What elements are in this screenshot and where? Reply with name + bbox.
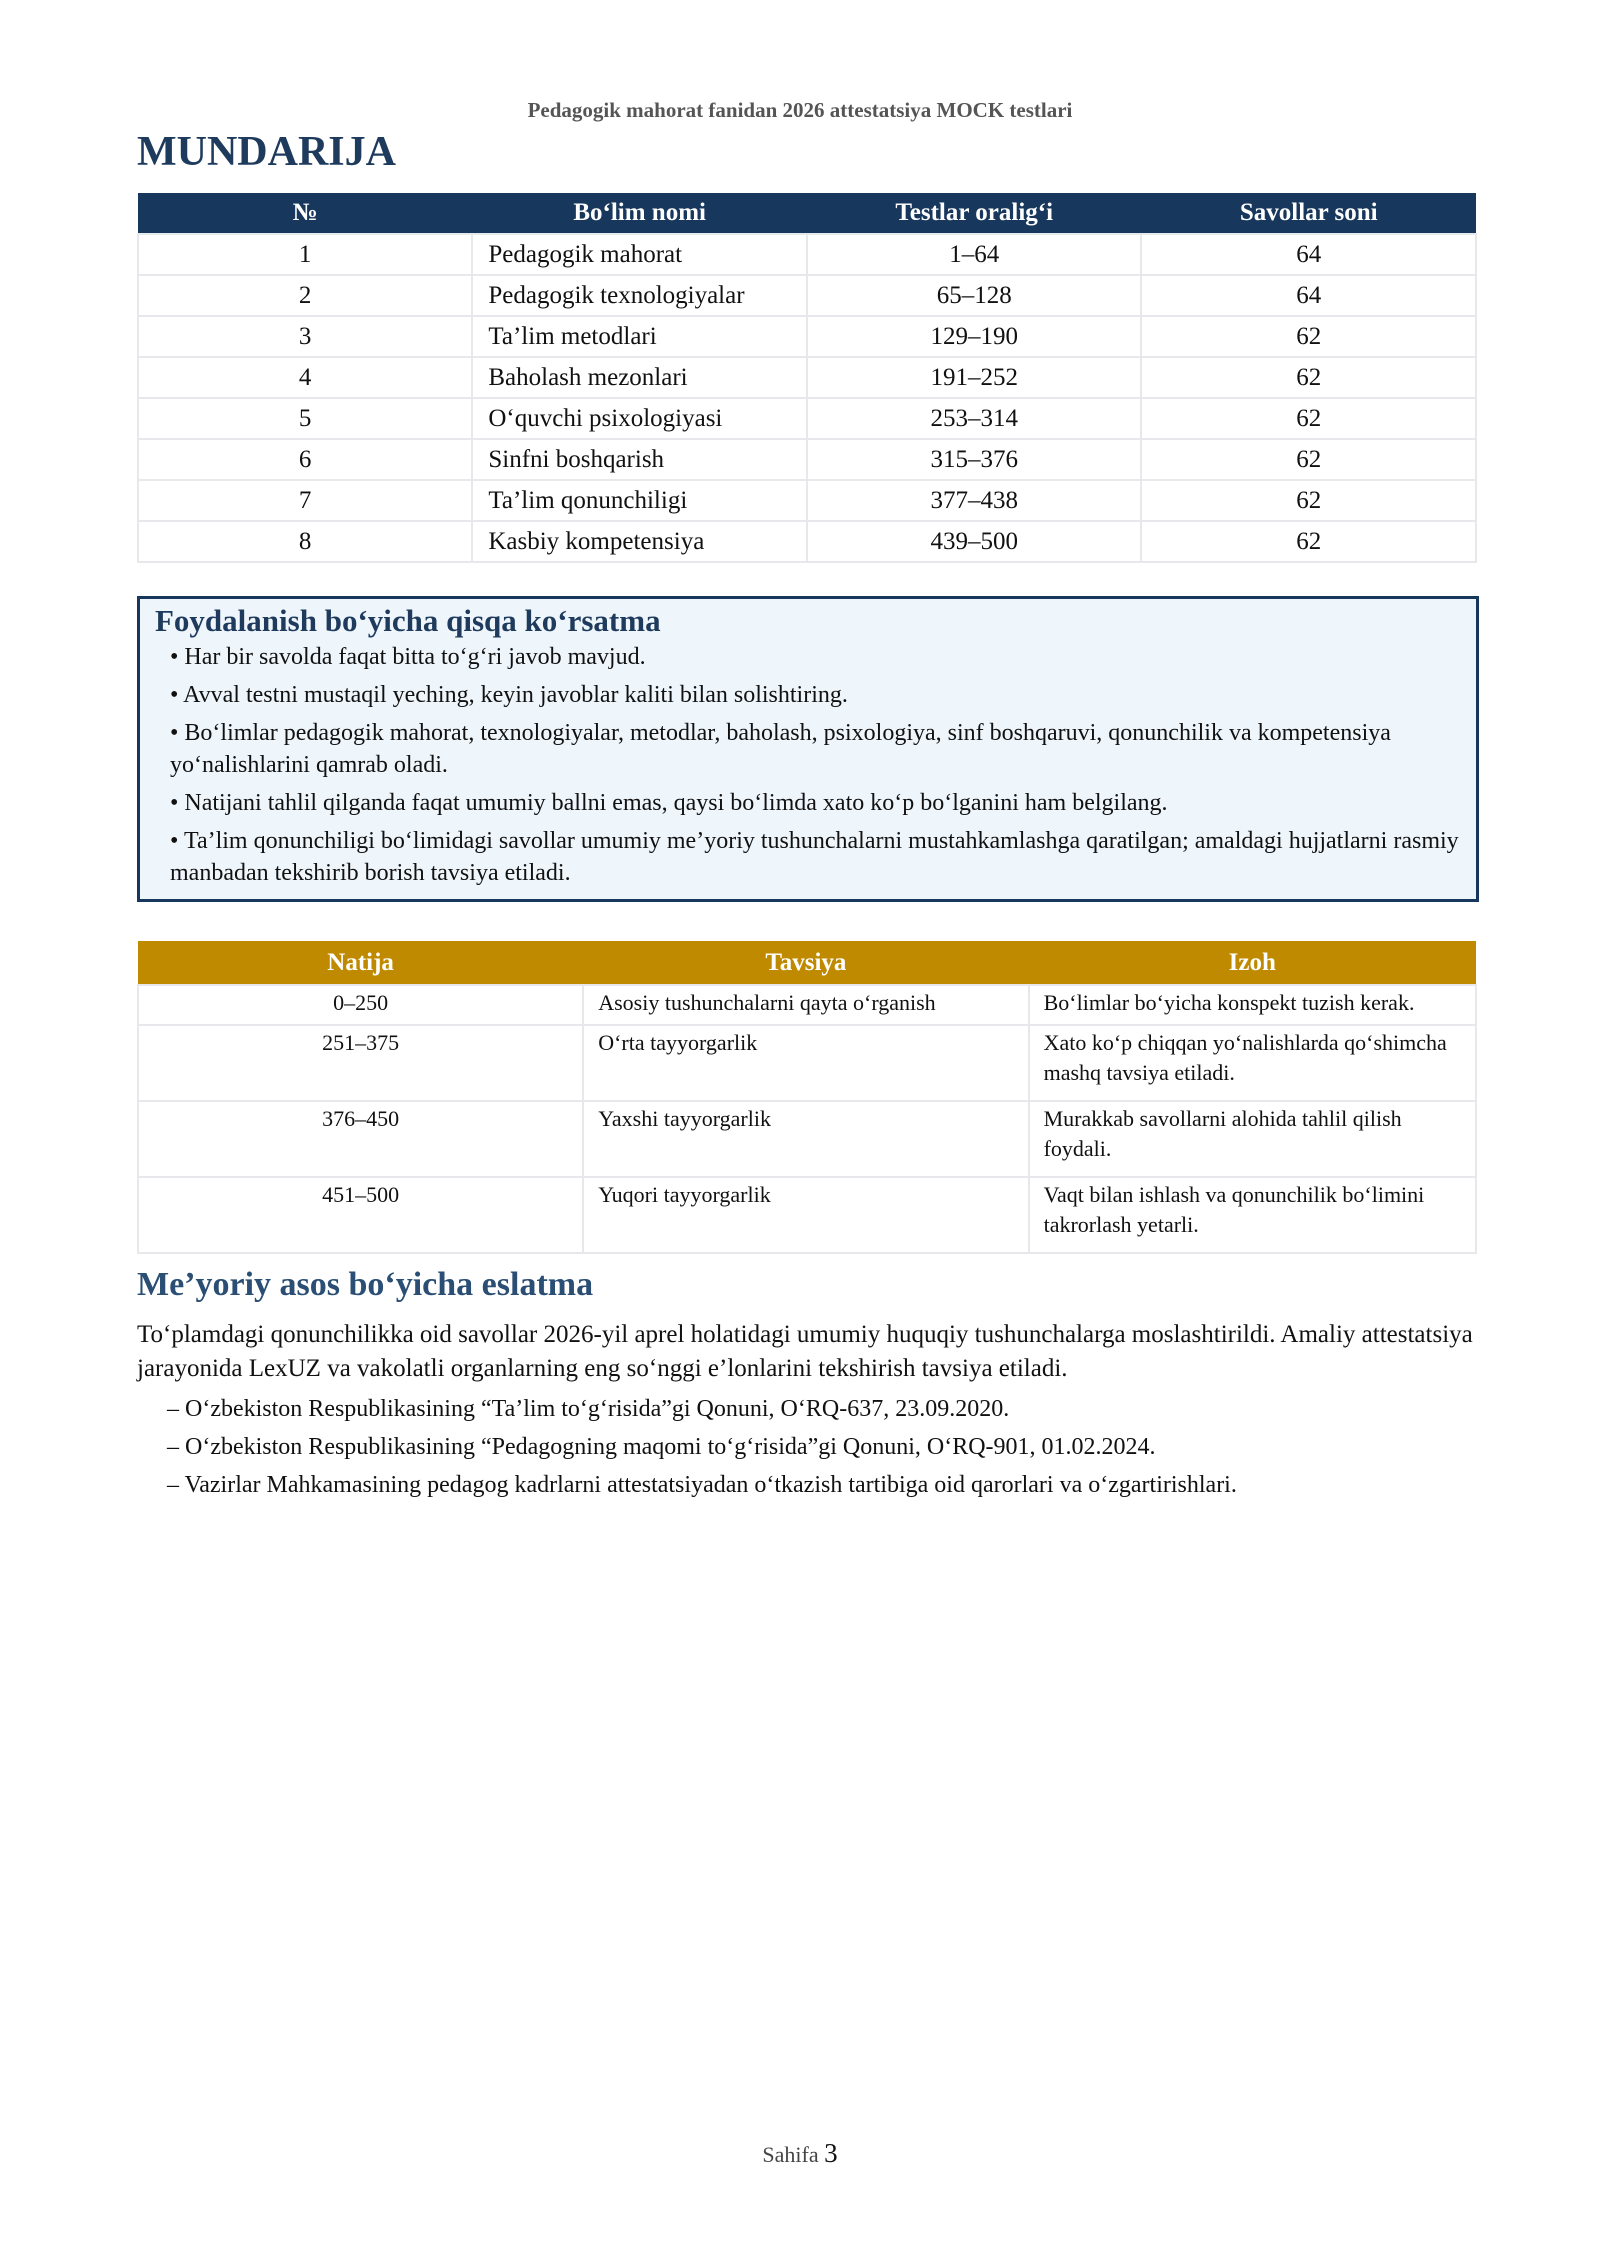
- list-item: • Bo‘limlar pedagogik mahorat, texnologiyalar, metodlar, baholash, psixologiya, sinf boshqaruvi, qonunchilik va kompetensiya yo‘nalishlarini qamrab oladi.: [170, 720, 1391, 778]
- toc-cell-count: 62: [1141, 439, 1476, 480]
- page-label: Sahifa: [762, 2142, 819, 2167]
- toc-cell-range: 253–314: [807, 398, 1141, 439]
- results-cell-score: 0–250: [138, 985, 583, 1025]
- list-item: • Avval testni mustaqil yeching, keyin javoblar kaliti bilan solishtiring.: [170, 682, 848, 708]
- running-header: Pedagogik mahorat fanidan 2026 attestatsiya MOCK testlari: [527, 98, 1073, 122]
- toc-cell-count: 64: [1141, 234, 1476, 275]
- results-header-row: [138, 941, 1476, 985]
- toc-cell-count: 62: [1141, 398, 1476, 439]
- toc-cell-range: 439–500: [807, 521, 1141, 562]
- toc-cell-section: Pedagogik mahorat: [472, 234, 807, 275]
- toc-heading: MUNDARIJA: [137, 129, 396, 175]
- results-cell-score: 376–450: [138, 1101, 583, 1177]
- toc-cell-range: 315–376: [807, 439, 1141, 480]
- page-number: 3: [824, 2138, 838, 2168]
- usage-guide-title: Foydalanish bo‘yicha qisqa ko‘rsatma: [155, 603, 661, 638]
- legal-paragraph: To‘plamdagi qonunchilikka oid savollar 2026-yil aprel holatidagi umumiy huquqiy tushunchalarga moslashtirildi. Amaliy attestatsiya jarayonida LexUZ va vakolatli organlarning eng so‘nggi e’lonlarini tekshirish tavsiya etiladi.: [137, 1321, 1473, 1382]
- results-cell-note: Murakkab savollarni alohida tahlil qilish foydali.: [1029, 1101, 1476, 1177]
- toc-cell-number: 3: [138, 316, 472, 357]
- table-row: [138, 398, 1476, 439]
- toc-col-section: Bo‘lim nomi: [472, 193, 807, 234]
- table-row: [138, 357, 1476, 398]
- list-item: • Natijani tahlil qilganda faqat umumiy ballni emas, qaysi bo‘limda xato ko‘p bo‘lganini ham belgilang.: [170, 790, 1168, 816]
- toc-cell-count: 62: [1141, 480, 1476, 521]
- table-row: [138, 316, 1476, 357]
- table-row: [138, 480, 1476, 521]
- results-cell-recommendation: Yaxshi tayyorgarlik: [583, 1101, 1028, 1177]
- legal-heading: Me’yoriy asos bo‘yicha eslatma: [137, 1266, 594, 1303]
- toc-col-count: Savollar soni: [1141, 193, 1476, 234]
- usage-guide-box: [137, 596, 1479, 902]
- list-item: – Vazirlar Mahkamasining pedagog kadrlarni attestatsiyadan o‘tkazish tartibiga oid qarorlari va o‘zgartirishlari.: [167, 1472, 1237, 1498]
- toc-cell-section: O‘quvchi psixologiyasi: [472, 398, 807, 439]
- toc-cell-count: 62: [1141, 357, 1476, 398]
- list-item: • Ta’lim qonunchiligi bo‘limidagi savollar umumiy me’yoriy tushunchalarni mustahkamlashga qaratilgan; amaldagi hujjatlarni rasmiy manbadan tekshirib borish tavsiya etiladi.: [170, 828, 1459, 886]
- toc-cell-range: 1–64: [807, 234, 1141, 275]
- results-cell-note: Vaqt bilan ishlash va qonunchilik bo‘limini takrorlash yetarli.: [1029, 1177, 1476, 1253]
- toc-cell-number: 1: [138, 234, 472, 275]
- toc-cell-range: 377–438: [807, 480, 1141, 521]
- toc-cell-range: 129–190: [807, 316, 1141, 357]
- results-cell-recommendation: O‘rta tayyorgarlik: [583, 1025, 1028, 1101]
- toc-cell-number: 7: [138, 480, 472, 521]
- table-row: [138, 1101, 1476, 1177]
- table-row: [138, 985, 1476, 1025]
- toc-cell-number: 8: [138, 521, 472, 562]
- toc-col-number: №: [138, 193, 472, 234]
- page-footer: [0, 2138, 1600, 2169]
- usage-guide-list: [155, 641, 1461, 889]
- toc-cell-count: 62: [1141, 316, 1476, 357]
- toc-cell-section: Ta’lim metodlari: [472, 316, 807, 357]
- results-cell-recommendation: Yuqori tayyorgarlik: [583, 1177, 1028, 1253]
- results-cell-score: 251–375: [138, 1025, 583, 1101]
- results-cell-score: 451–500: [138, 1177, 583, 1253]
- results-col-recommendation: Tavsiya: [583, 941, 1028, 985]
- toc-cell-number: 6: [138, 439, 472, 480]
- list-item: – O‘zbekiston Respublikasining “Pedagogning maqomi to‘g‘risida”gi Qonuni, O‘RQ-901, 01.02.2024.: [167, 1434, 1156, 1460]
- results-cell-recommendation: Asosiy tushunchalarni qayta o‘rganish: [583, 985, 1028, 1025]
- toc-cell-count: 64: [1141, 275, 1476, 316]
- toc-cell-range: 65–128: [807, 275, 1141, 316]
- toc-table: [137, 193, 1477, 563]
- table-row: [138, 234, 1476, 275]
- toc-cell-section: Ta’lim qonunchiligi: [472, 480, 807, 521]
- table-row: [138, 1177, 1476, 1253]
- table-row: [138, 275, 1476, 316]
- results-col-note: Izoh: [1029, 941, 1476, 985]
- toc-cell-section: Kasbiy kompetensiya: [472, 521, 807, 562]
- toc-cell-number: 2: [138, 275, 472, 316]
- toc-cell-section: Pedagogik texnologiyalar: [472, 275, 807, 316]
- toc-cell-range: 191–252: [807, 357, 1141, 398]
- table-row: [138, 439, 1476, 480]
- toc-header-row: [138, 193, 1476, 234]
- toc-col-range: Testlar oralig‘i: [807, 193, 1141, 234]
- toc-cell-number: 4: [138, 357, 472, 398]
- toc-cell-section: Sinfni boshqarish: [472, 439, 807, 480]
- legal-references-list: [167, 1390, 1467, 1504]
- table-row: [138, 1025, 1476, 1101]
- toc-cell-number: 5: [138, 398, 472, 439]
- results-cell-note: Xato ko‘p chiqqan yo‘nalishlarda qo‘shimcha mashq tavsiya etiladi.: [1029, 1025, 1476, 1101]
- table-row: [138, 521, 1476, 562]
- toc-cell-count: 62: [1141, 521, 1476, 562]
- results-col-score: Natija: [138, 941, 583, 985]
- list-item: – O‘zbekiston Respublikasining “Ta’lim to‘g‘risida”gi Qonuni, O‘RQ-637, 23.09.2020.: [167, 1396, 1010, 1422]
- results-table: [137, 941, 1477, 1254]
- list-item: • Har bir savolda faqat bitta to‘g‘ri javob mavjud.: [170, 644, 646, 670]
- toc-cell-section: Baholash mezonlari: [472, 357, 807, 398]
- results-cell-note: Bo‘limlar bo‘yicha konspekt tuzish kerak.: [1029, 985, 1476, 1025]
